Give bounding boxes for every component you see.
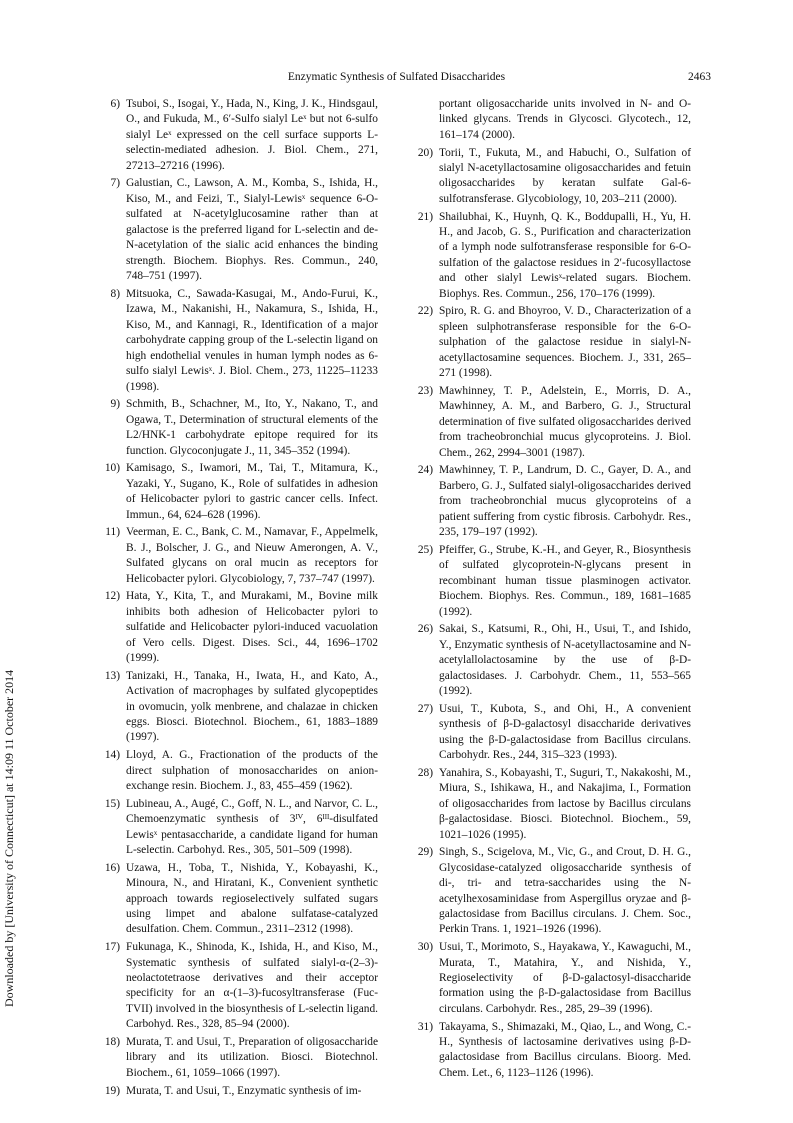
reference-item bbox=[409, 940, 691, 1017]
reference-item bbox=[96, 589, 378, 666]
reference-item bbox=[96, 1084, 378, 1099]
reference-text: Mawhinney, T. P., Landrum, D. C., Gayer, D. A., and Barbero, G. J., Sulfated sialyl-oligosaccharides derived from tracheobronchial mucus glycoproteins of a patient suffering from cystic fibrosis. Carbohydr. Res., 235, 179–197 (1992). bbox=[439, 464, 691, 539]
reference-item bbox=[409, 543, 691, 620]
reference-text: Singh, S., Scigelova, M., Vic, G., and Crout, D. H. G., Glycosidase-catalyzed oligosaccharide synthesis of di-, tri- and tetra-saccharides using the N-acetylhexosaminidase from Aspergillus oryzae and β-galactosidase from Bacillus circulans. J. Chem. Soc., Perkin Trans. 1, 1921–1926 (1996). bbox=[439, 846, 691, 936]
reference-number: 8) bbox=[110, 287, 120, 300]
reference-number: 13) bbox=[104, 669, 120, 682]
reference-text: Uzawa, H., Toba, T., Nishida, Y., Kobayashi, K., Minoura, N., and Hiratani, K., Convenient synthetic approach towards regioselectively sulfated sugars using limpet and abalone sulfatase-catalyzed desulfation. Chem. Commun., 2311–2312 (1998). bbox=[126, 861, 378, 936]
reference-item bbox=[96, 525, 378, 587]
reference-number: 15) bbox=[104, 797, 120, 810]
reference-item bbox=[409, 766, 691, 843]
reference-text: portant oligosaccharide units involved in N- and O-linked glycans. Trends in Glycosci. Glycotech., 12, 161–174 (2000). bbox=[439, 98, 691, 141]
reference-text: Galustian, C., Lawson, A. M., Komba, S., Ishida, H., Kiso, M., and Feizi, T., Sialyl-Lewisˣ sequence 6-O-sulfated at N-acetylglucosamine rather than at galactose is the preferred ligand for L-selectin and de-N-acetylation of the sialic acid enhances the binding strength. Biochem. Biophys. Res. Commun., 240, 748–751 (1997). bbox=[126, 177, 378, 283]
reference-text: Fukunaga, K., Shinoda, K., Ishida, H., and Kiso, M., Systematic synthesis of sulfated sialyl-α-(2–3)-neolactotetraose derivatives and their acceptor specificity for an α-(1–3)-fucosyltransferase (Fuc-TVII) involved in the biosynthesis of L-selectin ligand. Carbohyd. Res., 328, 85–94 (2000). bbox=[126, 941, 378, 1031]
reference-number: 6) bbox=[110, 98, 120, 110]
reference-number: 28) bbox=[417, 766, 433, 779]
reference-number: 18) bbox=[104, 1035, 120, 1048]
reference-text: Murata, T. and Usui, T., Preparation of oligosaccharide library and its utilization. Biosci. Biotechnol. Biochem., 61, 1059–1066 (1997). bbox=[126, 1035, 378, 1079]
reference-item bbox=[409, 97, 691, 143]
page-number: 2463 bbox=[688, 71, 711, 83]
reference-item bbox=[96, 397, 378, 459]
reference-item bbox=[409, 463, 691, 540]
reference-item bbox=[96, 669, 378, 746]
reference-column-right bbox=[409, 97, 691, 1084]
reference-text: Takayama, S., Shimazaki, M., Qiao, L., and Wong, C.-H., Synthesis of lactosamine derivatives using β-D-galactosidase from Bacillus circulans. Bioorg. Med. Chem. Let., 6, 1123–1126 (1996). bbox=[439, 1020, 691, 1079]
reference-text: Spiro, R. G. and Bhoyroo, V. D., Characterization of a spleen sulphotransferase responsible for the 6-O-sulphation of the galactose residue in sialyl-N-acetyllactosamine sequences. Biochem. J., 331, 265–271 (1998). bbox=[439, 305, 691, 380]
reference-item bbox=[409, 210, 691, 303]
reference-item bbox=[409, 304, 691, 381]
reference-number: 9) bbox=[110, 398, 120, 411]
reference-number: 25) bbox=[417, 543, 433, 556]
reference-item bbox=[96, 1035, 378, 1081]
reference-text: Usui, T., Kubota, S., and Ohi, H., A convenient synthesis of β-D-galactosyl disaccharide derivatives using the β-D-galactosidase from Bacillus circulans. Carbohydr. Res., 244, 315–323 (1993). bbox=[439, 702, 691, 762]
reference-number: 26) bbox=[417, 623, 433, 636]
reference-text: Veerman, E. C., Bank, C. M., Namavar, F., Appelmelk, B. J., Bolscher, J. G., and Nieuw Amerongen, A. V., Sulfated glycans on oral mucin as receptors for Helicobacter pylori. Glycobiology, 7, 737–747 (1997). bbox=[126, 526, 378, 585]
reference-text: Mawhinney, T. P., Adelstein, E., Morris, D. A., Mawhinney, A. M., and Barbero, G. J., Structural determination of five sulfated oligosaccharides derived from tracheobronchial mucus glycoproteins. J. Biol. Chem., 262, 2994–3001 (1987). bbox=[439, 384, 691, 459]
reference-item bbox=[96, 940, 378, 1033]
reference-number: 7) bbox=[110, 177, 120, 190]
reference-item bbox=[96, 461, 378, 523]
reference-text: Tanizaki, H., Tanaka, H., Iwata, H., and Kato, A., Activation of macrophages by sulfated glycopeptides in ovomucin, yolk menbrene, and chalazae in chicken eggs. Biosci. Biotechnol. Biochem., 61, 1883–1889 (1997). bbox=[126, 669, 378, 744]
reference-text: Usui, T., Morimoto, S., Hayakawa, Y., Kawaguchi, M., Murata, T., Matahira, Y., and Nishida, Y., Regioselectivity of β-D-galactosyl-disaccharide formation using the β-D-galactosidase from Bacillus circulans. Carbohydr. Res., 285, 29–39 (1996). bbox=[439, 941, 691, 1015]
reference-item bbox=[96, 176, 378, 284]
reference-item bbox=[409, 622, 691, 699]
reference-item bbox=[409, 384, 691, 461]
reference-text: Pfeiffer, G., Strube, K.-H., and Geyer, R., Biosynthesis of sulfated glycoprotein-N-glycans present in recombinant human tissue plasminogen activator. Biochem. Biophys. Res. Commun., 189, 1681–1685 (1992). bbox=[439, 543, 691, 618]
reference-item bbox=[96, 797, 378, 859]
reference-number: 19) bbox=[104, 1084, 120, 1097]
reference-item bbox=[96, 748, 378, 794]
reference-number: 23) bbox=[417, 384, 433, 397]
reference-item bbox=[96, 861, 378, 938]
reference-text: Mitsuoka, C., Sawada-Kasugai, M., Ando-Furui, K., Izawa, M., Nakanishi, H., Nakamura, S., Ishida, H., Kiso, M., and Kannagi, R., Identification of a major carbohydrate capping group of the L-selectin ligand on high endothelial venules in human lymph nodes as 6-sulfo sialyl Lewisˣ. J. Biol. Chem., 273, 11225–11233 (1998). bbox=[126, 287, 378, 393]
reference-number: 17) bbox=[104, 941, 120, 954]
reference-item bbox=[96, 287, 378, 395]
reference-item bbox=[96, 97, 378, 174]
reference-text: Lubineau, A., Augé, C., Goff, N. L., and Narvor, C. L., Chemoenzymatic synthesis of 3ᴵⱽ, 6ᴵᴵᴵ-disulfated Lewisˣ pentasaccharide, a candidate ligand for human L-selectin. Carbohyd. Res., 305, 501–509 (1998). bbox=[126, 797, 378, 856]
reference-item bbox=[409, 146, 691, 208]
reference-number: 16) bbox=[104, 861, 120, 874]
reference-text: Kamisago, S., Iwamori, M., Tai, T., Mitamura, K., Yazaki, Y., Sugano, K., Role of sulfatides in adhesion of Helicobacter pylori to gastric cancer cells. Infect. Immun., 64, 624–628 (1996). bbox=[126, 462, 378, 521]
reference-number: 11) bbox=[105, 526, 120, 539]
reference-number: 31) bbox=[417, 1020, 433, 1033]
reference-text: Tsuboi, S., Isogai, Y., Hada, N., King, J. K., Hindsgaul, O., and Fukuda, M., 6′-Sulfo sialyl Leˣ but not 6-sulfo sialyl Leˣ expressed on the cell surface supports L-selectin-mediated adhesion. J. Biol. Chem., 271, 27213–27216 (1996). bbox=[126, 98, 378, 172]
reference-item bbox=[409, 702, 691, 764]
reference-number: 22) bbox=[417, 305, 433, 318]
reference-number: 21) bbox=[417, 210, 433, 223]
page-header bbox=[0, 71, 793, 87]
reference-item bbox=[409, 1020, 691, 1082]
reference-text: Hata, Y., Kita, T., and Murakami, M., Bovine milk inhibits both adhesion of Helicobacter pylori to sulfatide and Helicobacter pylori-induced vacuolation of Vero cells. Digest. Dises. Sci., 44, 1696–1702 (1999). bbox=[126, 590, 378, 664]
running-title: Enzymatic Synthesis of Sulfated Disaccharides bbox=[287, 71, 506, 83]
download-watermark-text: Downloaded by [University of Connecticut] at 14:09 11 October 2014 bbox=[2, 669, 16, 1007]
reference-number: 30) bbox=[417, 941, 433, 954]
reference-number: 24) bbox=[417, 464, 433, 477]
reference-item bbox=[409, 845, 691, 938]
reference-text: Shailubhai, K., Huynh, Q. K., Boddupalli, H., Yu, H. H., and Jacob, G. S., Purification and characterization of a lymph node sulfotransferase responsible for 6-O-sulfation of the galactose residues in 2′-fucosyllactose and other sialyl Lewisˣ-related sugars. Biochem. Biophys. Res. Commun., 256, 170–176 (1999). bbox=[439, 210, 691, 300]
reference-text: Lloyd, A. G., Fractionation of the products of the direct sulphation of monosaccharides on anion-exchange resin. Biochem. J., 83, 455–459 (1962). bbox=[126, 749, 378, 792]
reference-number: 29) bbox=[417, 846, 433, 859]
reference-text: Sakai, S., Katsumi, R., Ohi, H., Usui, T., and Ishido, Y., Enzymatic synthesis of N-acetyllactosamine and N-acetylallolactosamine by the use of β-D-galactosidases. J. Carbohydr. Chem., 11, 553–565 (1992). bbox=[439, 623, 691, 698]
reference-text: Murata, T. and Usui, T., Enzymatic synthesis of im- bbox=[126, 1084, 362, 1097]
reference-column-left bbox=[96, 97, 378, 1101]
reference-number: 20) bbox=[417, 146, 433, 159]
reference-text: Torii, T., Fukuta, M., and Habuchi, O., Sulfation of sialyl N-acetyllactosamine oligosaccharides and fetuin oligosaccharides by keratan sulfate Gal-6-sulfotransferase. Glycobiology, 10, 203–211 (2000). bbox=[439, 146, 691, 205]
reference-number: 14) bbox=[104, 749, 120, 762]
reference-number: 12) bbox=[104, 590, 120, 603]
reference-number: 10) bbox=[104, 462, 120, 475]
reference-text: Schmith, B., Schachner, M., Ito, Y., Nakano, T., and Ogawa, T., Determination of structural elements of the L2/HNK-1 carbohydrate epitope required for its function. Glycoconjugate J., 11, 345–352 (1994). bbox=[126, 398, 378, 457]
reference-text: Yanahira, S., Kobayashi, T., Suguri, T., Nakakoshi, M., Miura, S., Ishikawa, H., and Nakajima, I., Formation of oligosaccharides from lactose by Bacillus circulans β-galactosidase. Biosci. Biotechnol. Biochem., 59, 1021–1026 (1995). bbox=[439, 766, 691, 841]
reference-number: 27) bbox=[417, 702, 433, 715]
